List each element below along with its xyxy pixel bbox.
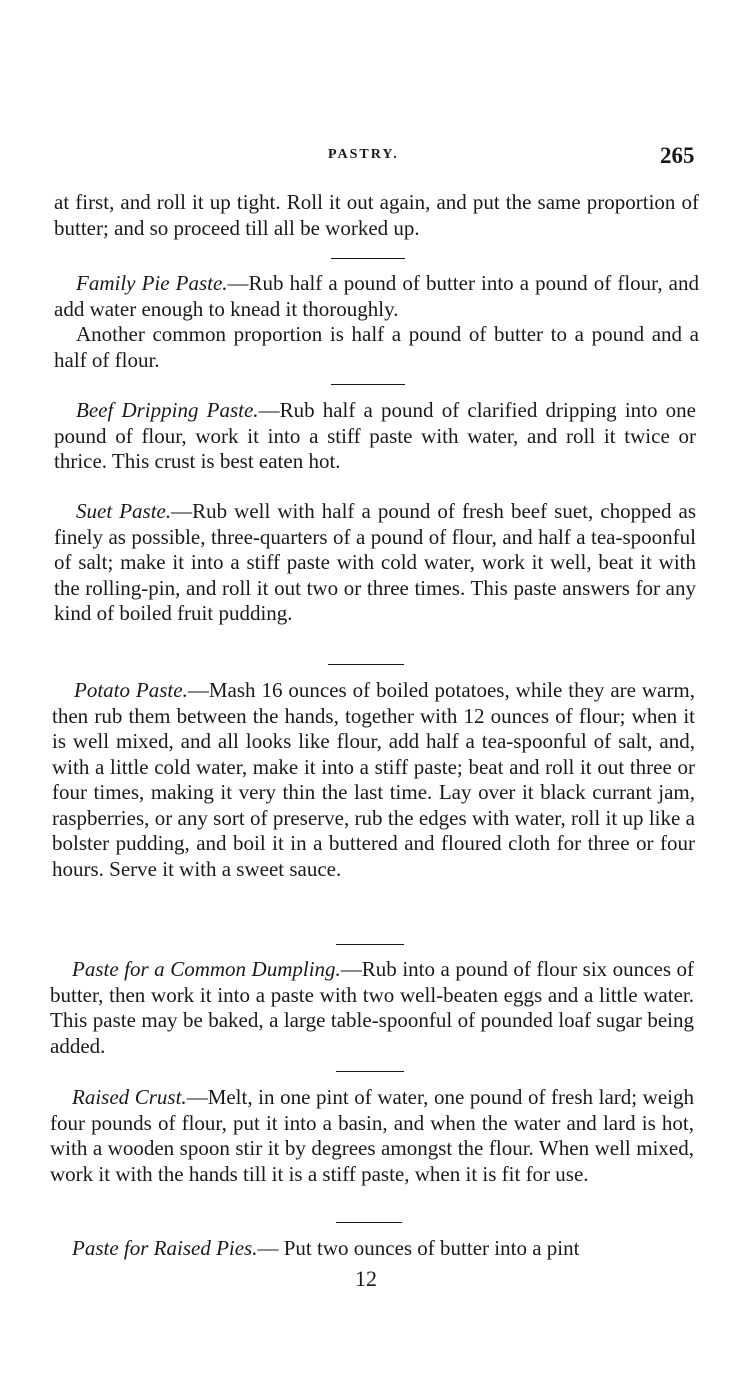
- beef-dripping-paste-title: Beef Dripping Paste.: [76, 398, 259, 422]
- section-divider: [336, 944, 404, 945]
- common-dumpling-body: —Rub into a pound of flour six ounces of butter, then work it into a paste with two well-beaten eggs and a little water. This paste may be baked, a large table-spoonful of pounded loaf sugar being added.: [50, 957, 695, 1058]
- continuation-paragraph: [54, 190, 699, 241]
- family-pie-note-text: Another common proportion is half a pound of butter to a pound and a half of flour.: [54, 322, 699, 372]
- common-dumpling-title: Paste for a Common Dumpling.: [72, 957, 341, 981]
- section-divider: [331, 258, 405, 259]
- signature-mark: 12: [355, 1266, 377, 1291]
- common-dumpling-paragraph: [50, 957, 694, 1059]
- section-divider: [328, 664, 404, 665]
- raised-crust-paragraph: [50, 1085, 694, 1187]
- raised-crust-title: Raised Crust.: [72, 1085, 187, 1109]
- suet-paste-body: —Rub well with half a pound of fresh beef suet, chopped as finely as possible, three-quarters of a pound of flour, and half a tea-spoonful of salt; make it into a stiff paste with cold water, work it well, beat it with the rolling-pin, and roll it out two or three times. This paste answers for any kind of boiled fruit pudding.: [54, 499, 696, 625]
- raised-pies-body: — Put two ounces of butter into a pint: [257, 1236, 580, 1260]
- potato-paste-paragraph: [52, 678, 695, 882]
- beef-dripping-paste-paragraph: [54, 398, 696, 475]
- raised-pies-paragraph: [50, 1236, 694, 1262]
- suet-paste-paragraph: [54, 499, 696, 627]
- family-pie-paste-title: Family Pie Paste.: [76, 271, 228, 295]
- section-divider: [331, 384, 405, 385]
- potato-paste-body: —Mash 16 ounces of boiled potatoes, while they are warm, then rub them between the hands, together with 12 ounces of flour; when it is well mixed, and all looks like flour, add half a tea-spoonful of salt, and, with a little cold water, make it into a stiff paste; beat and roll it out three or four times, making it very thin the last time. Lay over it black currant jam, raspberries, or any sort of preserve, rub the edges with water, roll it up like a bolster pudding, and boil it in a buttered and floured cloth for three or four hours. Serve it with a sweet sauce.: [52, 678, 695, 881]
- family-pie-note-paragraph: [54, 322, 699, 373]
- page-number: 265: [660, 143, 695, 168]
- raised-pies-title: Paste for Raised Pies.: [72, 1236, 258, 1260]
- section-divider: [336, 1222, 402, 1223]
- potato-paste-title: Potato Paste.: [74, 678, 188, 702]
- family-pie-paste-body: —Rub half a pound of butter into a pound of flour, and add water enough to knead it thoroughly.: [54, 271, 699, 321]
- continuation-text: at first, and roll it up tight. Roll it out again, and put the same proportion of butter; and so proceed till all be worked up.: [54, 190, 699, 240]
- section-divider: [336, 1071, 404, 1072]
- family-pie-paste-paragraph: [54, 271, 699, 322]
- running-head: [0, 143, 750, 173]
- suet-paste-title: Suet Paste.: [76, 499, 172, 523]
- raised-crust-body: —Melt, in one pint of water, one pound of fresh lard; weigh four pounds of flour, put it into a basin, and when the water and lard is hot, with a wooden spoon stir it by degrees amongst the flour. When well mixed, work it with the hands till it is a stiff paste, when it is fit for use.: [50, 1085, 695, 1186]
- running-title: PASTRY.: [328, 147, 399, 162]
- beef-dripping-paste-body: —Rub half a pound of clarified dripping into one pound of flour, work it into a stiff paste with water, and roll it twice or thrice. This crust is best eaten hot.: [54, 398, 696, 473]
